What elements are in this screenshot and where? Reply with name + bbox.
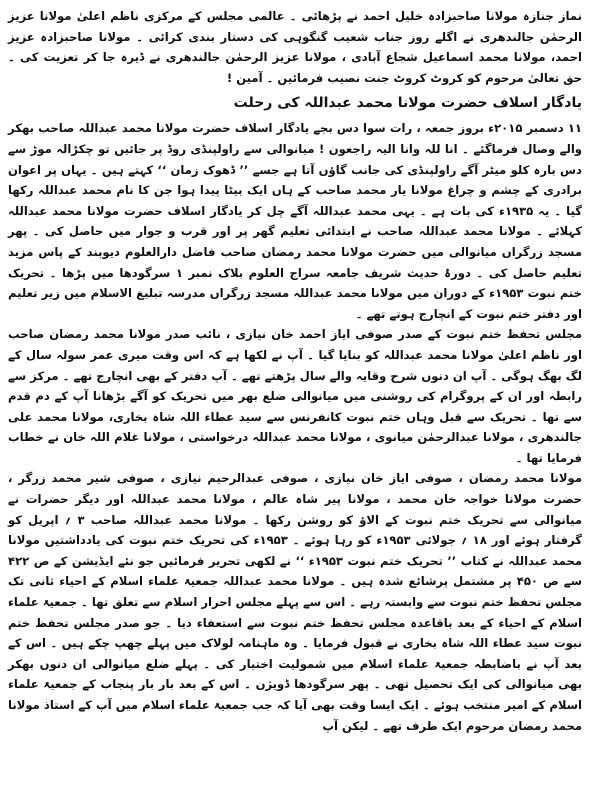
body-paragraph-3: مولانا محمد رمضان ، صوفی ایاز خان نیازی ، صوفی عبدالرحیم نیازی ، صوفی شیر محمد زرگر ، حضرت مولانا خواجہ خان محمد ، مولانا پیر شاہ عالم ، مولانا محمد عبداللہ اور دیگر حضرات نے میانوالی سے تحریک ختم نبوت کے الاؤ کو روشن رکھا ۔ مولانا محمد عبداللہ صاحب ۳ ؍ اپریل کو گرفتار ہوئے اور ۱۸ ؍ جولائی ۱۹۵۳ء کو رہا ہوئے ۔ ۱۹۵۳ء کی تحریک ختم نبوت کی یادداشتیں مولانا محمد عبداللہ نے کتاب ’’ تحریک ختم نبوت ۱۹۵۳ء ‘‘ نے لکھی تحریر فرمائیں جو نئے ایڈیشن کے ص ۴۲۲ سے ص ۴۵۰ پر مشتمل پرشائع شدہ ہیں ۔ مولانا محمد عبداللہ جمعیۃ علماء اسلام کے احیاء ثانی تک مجلس تحفظ ختم نبوت سے وابستہ رہے ۔ اس سے پہلے مجلس احرار اسلام سے تعلق تھا ۔ جمعیۃ علماء اسلام کے احیاء کے بعد باقاعدہ مجلس تحفظ ختم نبوت سے استعفاء دیا ۔ جو صدر مجلس تحفظ ختم نبوت سید عطاء اللہ شاہ بخاری نے قبول فرمایا ۔ وہ ماہنامہ لولاک میں پہلے چھپ چکے ہیں ۔ اس کے بعد آپ نے باضابطہ جمعیۃ علماء اسلام میں شمولیت اختیار کی ۔ پہلے ضلع میانوالی ان دنوں بھکر بھی میانوالی کی ایک تحصیل تھی ۔ پھر سرگودھا ڈویژن ۔ اس کے بعد بار بار پنجاب کے جمعیۃ علماء اسلام کے امیر منتخب ہوئے ۔ ایک ایسا وقت بھی آیا کہ جب جمعیۃ علماء اسلام میں آپ کے استاذ مولانا محمد رمضان مرحوم ایک طرف تھے ۔ لیکن آپ bbox=[8, 471, 583, 733]
body-paragraph-2: مجلس تحفظ ختم نبوت کے صدر صوفی ایاز احمد خان نیازی ، نائب صدر مولانا محمد رمضان صاحب اور ناظم اعلیٰ مولانا محمد عبداللہ کو بنایا گیا ۔ آپ نے لکھا ہے کہ اس وقت میری عمر سولہ سال کے لگ بھگ ہوگی ۔ آپ ان دنوں شرح وقایہ والے سال پڑھتے تھے ۔ آپ دفتر کے بھی انچارج تھے ۔ مرکز سے رابطہ اور ان کے پروگرام کی روشنی میں میانوالی ضلع بھر میں تحریک کو آگے بڑھانا آپ کے دم قدم سے تھا ۔ تحریک سے قبل وہاں ختم نبوت کانفرنس سے سید عطاء اللہ شاہ بخاری، مولانا محمد علی جالندھری ، مولانا عبدالرحمٰن میانوی ، مولانا محمد عبداللہ درخواستی ، مولانا غلام اللہ خان نے خطاب فرمایا تھا ۔ bbox=[8, 327, 582, 465]
section-heading: یادگار اسلاف حضرت مولانا محمد عبداللہ کی رحلت bbox=[233, 95, 582, 112]
body-paragraph-1: ۱۱ دسمبر ۲۰۱۵ء بروز جمعہ ، رات سوا دس بجے یادگار اسلاف حضرت مولانا محمد عبداللہ صاحب بھکر والے وصال فرماگئے ۔ انا للہ وانا الیہ راجعون ! میانوالی سے راولپنڈی روڈ پر جائیں تو چکڑالہ موڑ سے دس بارہ کلو میٹر آگے راولپنڈی کی جانب گاؤں آتا ہے جسے ’’ ڈھوک زمان ‘‘ کہتے ہیں ۔ یہاں پر اعوان برادری کے چشم و چراغ مولانا یار محمد صاحب کے ہاں ایک بیٹا پیدا ہوا جن کا نام محمد عبداللہ رکھا گیا ۔ یہ ۱۹۳۵ء کی بات ہے ۔ یہی محمد عبداللہ آگے چل کر یادگار اسلاف حضرت مولانا محمد عبداللہ کہلائے ۔ مولانا محمد عبداللہ صاحب نے ابتدائی تعلیم گھر پر اور قرب و جوار میں حاصل کی ۔ پھر مسجد زرگراں میانوالی میں حضرت مولانا محمد رمضان صاحب فاضل دارالعلوم دیوبند کے پاس مزید تعلیم حاصل کی ۔ دورۂ حدیث شریف جامعہ سراج العلوم بلاک نمبر ۱ سرگودھا میں پڑھا ۔ تحریک ختم نبوت ۱۹۵۳ء کے دوران میں مولانا محمد عبداللہ مسجد زرگراں مدرسہ تبلیغ الاسلام میں زیر تعلیم اور دفتر ختم نبوت کے انچارج ہوتے تھے ۔ bbox=[8, 121, 582, 321]
intro-paragraph: نماز جنازہ مولانا صاحبزادہ خلیل احمد نے پڑھائی ۔ عالمی مجلس کے مرکزی ناظم اعلیٰ مولانا عزیز الرحمٰن جالندھری نے اگلے روز جناب شعیب گنگوہی کی دستار بندی کرائی ۔ مولانا صاحبزادہ عزیز احمد، مولانا محمد اسماعیل شجاع آبادی ، مولانا عزیز الرحمٰن جالندھری نے ڈیرہ جا کر تعزیت کی ۔ حق تعالیٰ مرحوم کو کروٹ کروٹ جنت نصیب فرمائیں ۔ آمین ! bbox=[8, 9, 582, 85]
